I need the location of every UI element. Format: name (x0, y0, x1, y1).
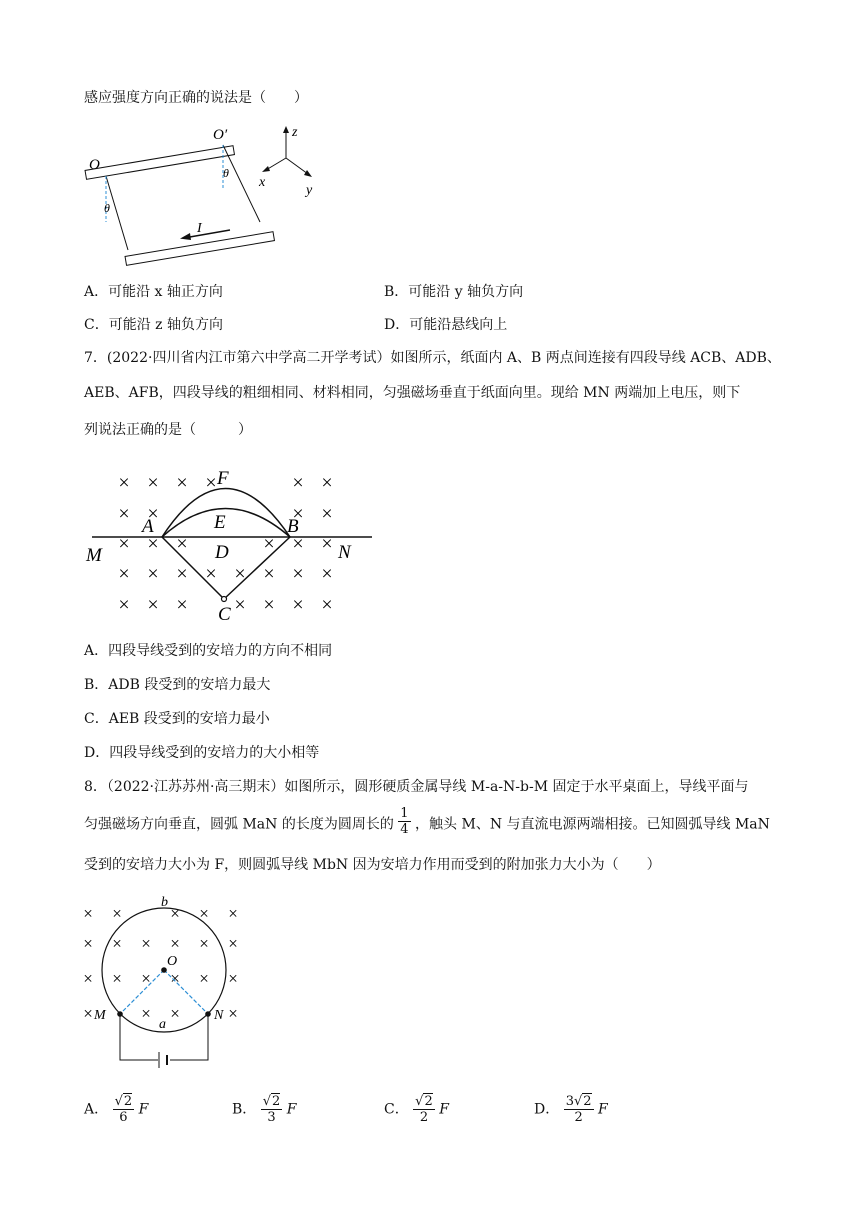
field-cross-icon: × (228, 904, 238, 923)
option-d-label: D． (534, 1101, 560, 1118)
q8-stem-line1: 8．（2022·江苏苏州·高三期末）如图所示，圆形硬质金属导线 M-a-N-b-M 固定于水平桌面上，导线平面与 (84, 779, 749, 795)
top-rail (85, 146, 234, 180)
field-cross-icon: × (118, 594, 130, 616)
field-cross-icon: × (141, 1004, 151, 1023)
axes-icon (258, 125, 313, 198)
fraction-quarter (398, 806, 410, 837)
field-cross-icon: × (263, 594, 275, 616)
field-cross-icon: × (118, 563, 130, 585)
field-cross-icon: × (199, 904, 209, 923)
label-O: O (89, 157, 100, 173)
field-cross-icon: × (263, 533, 275, 555)
label-N: N (214, 1008, 224, 1023)
option-a-radicand: 2 (123, 1094, 133, 1109)
field-cross-icon: × (83, 934, 93, 953)
field-cross-icon: × (118, 472, 130, 494)
option-d-fraction: $\frac{3√2}{2}$ (565, 1094, 592, 1125)
q7-option-c: C．AEB 段受到的安培力最小 (84, 711, 270, 727)
field-cross-icon: × (112, 969, 122, 988)
label-M: M (86, 545, 102, 566)
q8-stem-line2-start: 匀强磁场方向垂直，圆弧 MaN 的长度为圆周长的 (84, 816, 394, 833)
option-d-radicand: 2 (583, 1094, 592, 1109)
q7-stem-line2: AEB、AFB，四段导线的粗细相同、材料相同，匀强磁场垂直于纸面向里。现给 MN 两端加上电压，则下 (84, 385, 741, 401)
field-cross-icon: × (118, 533, 130, 555)
option-a-fraction: $\frac{√2}{6}$ (114, 1094, 133, 1125)
option-c-denominator: 2 (419, 1110, 429, 1125)
field-cross-icon: × (170, 904, 180, 923)
field-cross-icon: × (321, 503, 333, 525)
field-cross-icon: × (170, 1004, 180, 1023)
option-b-label: B． (232, 1101, 257, 1118)
option-b-radicand: 2 (272, 1094, 281, 1109)
field-cross-icon: × (205, 472, 217, 494)
option-d-unit: F (598, 1101, 608, 1118)
field-cross-icon: × (83, 969, 93, 988)
field-cross-icon: × (321, 533, 333, 555)
field-cross-icon: × (170, 969, 180, 988)
label-a: a (159, 1017, 166, 1032)
field-cross-icon: × (118, 503, 130, 525)
q8-option-a (84, 1094, 148, 1125)
option-c-radicand: 2 (424, 1094, 433, 1109)
q6-option-a: A．可能沿 x 轴正方向 (84, 284, 223, 300)
field-cross-icon: × (228, 934, 238, 953)
label-O-prime: O′ (213, 127, 228, 143)
option-c-unit: F (439, 1101, 449, 1118)
label-A: A (142, 516, 154, 537)
field-cross-icon: × (263, 563, 275, 585)
field-cross-icon: × (176, 594, 188, 616)
field-cross-icon: × (228, 1004, 238, 1023)
field-cross-icon: × (83, 1004, 93, 1023)
q7-option-d: D．四段导线受到的安培力的大小相等 (84, 745, 320, 761)
field-cross-icon: × (321, 563, 333, 585)
field-cross-icon: × (321, 594, 333, 616)
field-cross-icon: × (176, 472, 188, 494)
field-cross-icon: × (199, 969, 209, 988)
q7-stem-line3: 列说法正确的是（ ） (84, 422, 252, 438)
label-O: O (167, 954, 178, 969)
q8-option-b (232, 1094, 297, 1125)
field-cross-icon: × (147, 533, 159, 555)
field-cross-icon: × (292, 594, 304, 616)
field-cross-icon: × (292, 472, 304, 494)
field-cross-icon: × (292, 503, 304, 525)
label-E: E (214, 512, 226, 533)
label-C: C (218, 604, 231, 625)
q7-figure (80, 460, 380, 630)
option-a-unit: F (138, 1101, 149, 1118)
field-cross-icon: × (205, 563, 217, 585)
label-M: M (94, 1008, 106, 1023)
field-cross-icon: × (147, 563, 159, 585)
label-theta-right: θ (223, 166, 229, 180)
field-cross-icon: × (234, 594, 246, 616)
field-cross-icon: × (147, 472, 159, 494)
option-c-label: C． (384, 1101, 409, 1118)
field-cross-icon: × (147, 503, 159, 525)
q6-stem-tail: 感应强度方向正确的说法是（ ） (84, 90, 308, 106)
label-b: b (161, 895, 168, 910)
option-a-denominator: 6 (119, 1110, 128, 1125)
q6-figure (80, 122, 340, 272)
q6-option-d: D．可能沿悬线向上 (384, 317, 508, 333)
q7-option-b: B．ADB 段受到的安培力最大 (84, 677, 271, 693)
axis-y-label: y (306, 183, 313, 198)
q6-option-b: B．可能沿 y 轴负方向 (384, 284, 524, 300)
field-cross-icon: × (292, 563, 304, 585)
axis-x-label: x (259, 175, 266, 190)
option-d-coef: 3 (565, 1094, 574, 1109)
field-cross-icon: × (170, 934, 180, 953)
q8-stem-line2-end: ，触头 M、N 与直流电源两端相接。已知圆弧导线 MaN (415, 816, 770, 833)
label-F: F (217, 468, 229, 489)
label-theta-left: θ (104, 201, 110, 215)
label-D: D (215, 542, 229, 563)
q7-option-a: A．四段导线受到的安培力的方向不相同 (84, 643, 333, 659)
field-cross-icon: × (112, 934, 122, 953)
q8-stem-line2 (84, 806, 770, 837)
option-a-label: A． (84, 1101, 109, 1118)
field-cross-icon: × (228, 969, 238, 988)
field-cross-icon: × (321, 472, 333, 494)
field-cross-icon: × (176, 563, 188, 585)
field-cross-icon: × (141, 934, 151, 953)
field-cross-icon: × (112, 904, 122, 923)
fraction-denominator: 4 (400, 822, 409, 837)
option-b-unit: F (286, 1101, 297, 1118)
option-d-denominator: 2 (574, 1110, 583, 1125)
field-cross-icon: × (234, 563, 246, 585)
field-cross-icon: × (141, 969, 151, 988)
field-cross-icon: × (199, 934, 209, 953)
axis-z-label: z (292, 125, 298, 140)
bottom-rod (125, 232, 274, 266)
q8-figure (80, 892, 250, 1072)
field-cross-icon: × (292, 533, 304, 555)
option-b-denominator: 3 (267, 1110, 276, 1125)
label-N: N (338, 542, 351, 563)
q8-option-d (534, 1094, 608, 1125)
q8-option-c (384, 1094, 449, 1125)
q8-stem-line3: 受到的安培力大小为 F，则圆弧导线 MbN 因为安培力作用而受到的附加张力大小为（ ） (84, 857, 661, 873)
field-cross-icon: × (147, 594, 159, 616)
label-B: B (287, 516, 299, 537)
q6-option-c: C．可能沿 z 轴负方向 (84, 317, 223, 333)
option-c-fraction: $\frac{√2}{2}$ (415, 1094, 433, 1125)
option-b-fraction: $\frac{√2}{3}$ (262, 1094, 281, 1125)
field-cross-icon: × (176, 533, 188, 555)
q7-stem-line1: 7．(2022·四川省内江市第六中学高二开学考试）如图所示，纸面内 A、B 两点间连接有四段导线 ACB、ADB、 (84, 350, 781, 366)
label-current: I (197, 221, 202, 236)
field-cross-icon: × (83, 904, 93, 923)
fraction-numerator: 1 (400, 806, 409, 821)
